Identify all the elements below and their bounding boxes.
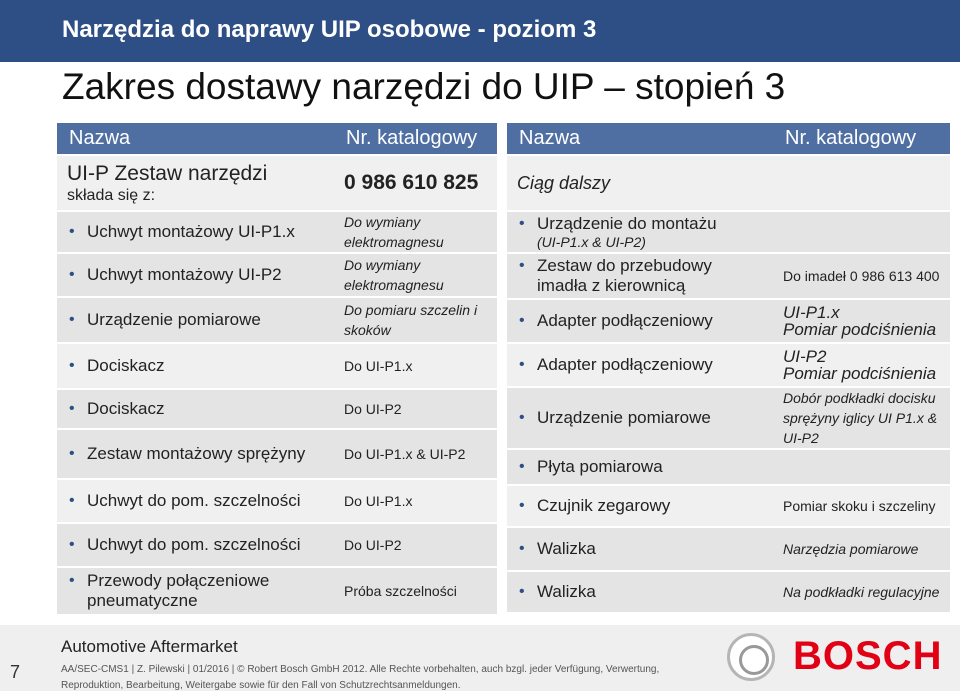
- item-name: • Adapter podłączeniowy: [517, 355, 763, 375]
- slide-subtitle: Zakres dostawy narzędzi do UIP – stopień 3: [62, 66, 786, 107]
- item-catalog: Dobór podkładki docisku sprężyny iglicy UI P1.x & UI-P2: [783, 390, 938, 446]
- item-name: • Dociskacz: [67, 356, 324, 376]
- table-row: [57, 254, 497, 296]
- item-name: • Urządzenie pomiarowe: [517, 408, 763, 428]
- table-row: [57, 156, 497, 210]
- header-catalog: Nr. katalogowy: [334, 123, 497, 154]
- item-name: • Uchwyt montażowy UI-P2: [67, 265, 324, 285]
- table-row: [507, 344, 950, 386]
- slide-title: Narzędzia do naprawy UIP osobowe - poziom 3: [62, 16, 597, 43]
- table-row: [57, 212, 497, 252]
- item-name: • Walizka: [517, 539, 763, 559]
- item-catalog: Pomiar skoku i szczeliny: [783, 498, 936, 514]
- footer-legal: AA/SEC-CMS1 | Z. Pilewski | 01/2016 | © Robert Bosch GmbH 2012. Alle Rechte vorbehalten, auch bzgl. jeder Verfügung, Verwertung, Reproduktion, Bearbeitung, Weitergabe sowie für den Fall von Schutzrechtsanmeldungen.: [61, 664, 660, 691]
- footer-org: Automotive Aftermarket: [61, 637, 238, 656]
- item-catalog: Do wymiany elektromagnesu: [344, 214, 444, 250]
- kit-sub: składa się z:: [67, 187, 156, 204]
- item-catalog: UI-P2: [783, 347, 827, 366]
- item-name: • Uchwyt montażowy UI-P1.x: [67, 222, 324, 242]
- item-catalog: Próba szczelności: [344, 583, 457, 599]
- header-name: Nazwa: [507, 123, 773, 154]
- item-catalog: Narzędzia pomiarowe: [783, 541, 919, 557]
- item-name: • Płyta pomiarowa: [517, 457, 763, 477]
- item-catalog: Do imadeł 0 986 613 400: [783, 268, 940, 284]
- table-row: [57, 430, 497, 478]
- item-catalog: Na podkładki regulacyjne: [783, 584, 940, 600]
- table-row: [57, 344, 497, 388]
- table-row: [57, 298, 497, 342]
- item-catalog: Do UI-P1.x: [344, 358, 413, 374]
- item-catalog: Do UI-P2: [344, 401, 402, 417]
- item-name: • Przewody połączeniowe pneumatyczne: [67, 571, 324, 611]
- item-name: • Uchwyt do pom. szczelności: [67, 535, 324, 555]
- table-row: [507, 528, 950, 570]
- header-name: Nazwa: [57, 123, 334, 154]
- item-catalog: Do UI-P1.x: [344, 493, 413, 509]
- table-row: [507, 300, 950, 342]
- item-name: • Zestaw do przebudowy imadła z kierownicą: [517, 256, 763, 296]
- table-row: [57, 568, 497, 614]
- title-bar: [0, 0, 960, 62]
- table-row: [507, 486, 950, 526]
- item-catalog: Do pomiaru szczelin i skoków: [344, 302, 478, 338]
- item-catalog-sub: Pomiar podciśnienia: [783, 320, 937, 339]
- item-catalog: UI-P1.x: [783, 303, 840, 322]
- item-name: • Urządzenie pomiarowe: [67, 310, 324, 330]
- item-catalog: Do UI-P2: [344, 537, 402, 553]
- table-row: [507, 388, 950, 448]
- item-catalog: Do UI-P1.x & UI-P2: [344, 446, 466, 462]
- item-name: • Adapter podłączeniowy: [517, 311, 763, 331]
- table-row: [507, 156, 950, 210]
- continued-label: Ciąg dalszy: [517, 172, 611, 193]
- table-row: [57, 390, 497, 428]
- item-catalog-sub: Pomiar podciśnienia: [783, 364, 937, 383]
- table-row: [57, 524, 497, 566]
- table-header-row: [57, 123, 497, 154]
- table-row: [507, 254, 950, 298]
- item-name: • Uchwyt do pom. szczelności: [67, 491, 324, 511]
- kit-number: 0 986 610 825: [344, 171, 479, 194]
- item-name: • Czujnik zegarowy: [517, 496, 763, 516]
- brand-logo: BOSCH: [793, 634, 943, 678]
- left-parts-table: [57, 121, 497, 616]
- item-name: • Zestaw montażowy sprężyny: [67, 444, 324, 464]
- item-name: • Dociskacz: [67, 399, 324, 419]
- item-name: • Walizka: [517, 582, 763, 602]
- kit-name: UI-P Zestaw narzędzi: [67, 162, 268, 185]
- header-catalog: Nr. katalogowy: [773, 123, 950, 154]
- item-catalog: Do wymiany elektromagnesu: [344, 257, 444, 293]
- bosch-armature-icon: [727, 633, 775, 681]
- table-header-row: [507, 123, 950, 154]
- page-number: 7: [10, 662, 21, 682]
- item-name: • Urządzenie do montażu: [517, 214, 763, 234]
- table-row: [507, 450, 950, 484]
- item-name-sub: (UI-P1.x & UI-P2): [537, 233, 646, 250]
- table-row: [507, 212, 950, 252]
- right-parts-table: [507, 121, 950, 614]
- table-row: [507, 572, 950, 612]
- table-row: [57, 480, 497, 522]
